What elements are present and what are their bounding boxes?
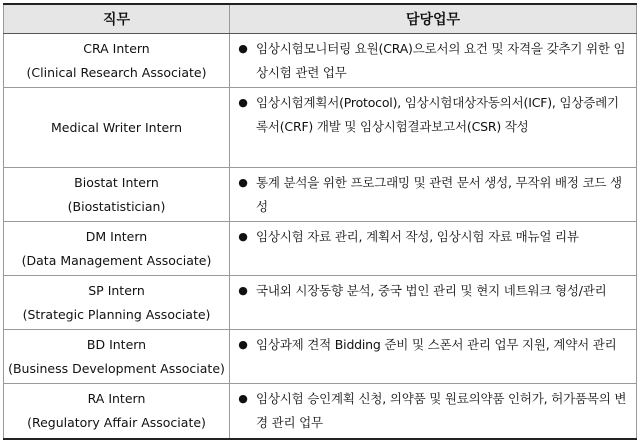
role-cell	[4, 168, 230, 222]
duty-text: 국내외 시장동향 분석, 중국 법인 관리 및 현지 네트워크 형성/관리	[256, 283, 607, 298]
job-duties-table	[3, 3, 637, 440]
bullet-icon: ●	[238, 338, 248, 351]
role-subtitle: (Strategic Planning Associate)	[22, 306, 211, 322]
duty-cell	[230, 384, 637, 439]
table-row	[4, 88, 637, 168]
role-title: Biostat Intern	[74, 174, 159, 190]
role-subtitle: (Data Management Associate)	[21, 252, 212, 268]
bullet-icon: ●	[238, 176, 248, 189]
duty-text: 임상시험계획서(Protocol), 임상시험대상자동의서(ICF), 임상증례기록서(CRF) 개발 및 임상시험결과보고서(CSR) 작성	[256, 95, 619, 134]
bullet-icon: ●	[238, 284, 248, 297]
role-cell	[4, 222, 230, 276]
bullet-icon: ●	[238, 392, 248, 405]
role-subtitle: (Regulatory Affair Associate)	[27, 414, 206, 430]
bullet-icon: ●	[238, 42, 248, 55]
duty-text: 임상시험모니터링 요원(CRA)으로서의 요건 및 자격을 갖추기 위한 임상시험 관련 업무	[256, 41, 626, 80]
role-title: BD Intern	[86, 336, 147, 352]
role-cell	[4, 276, 230, 330]
table-row	[4, 34, 637, 88]
role-title: Medical Writer Intern	[50, 119, 183, 135]
duty-cell	[230, 222, 637, 276]
table-row	[4, 384, 637, 439]
role-cell	[4, 384, 230, 439]
duty-cell	[230, 330, 637, 384]
duty-text: 임상과제 견적 Bidding 준비 및 스폰서 관리 업무 지원, 계약서 관리	[256, 337, 617, 352]
table-row	[4, 276, 637, 330]
duty-text: 임상시험 승인계획 신청, 의약품 및 원료의약품 인허가, 허가품목의 변경 관리 업무	[256, 391, 627, 430]
duty-cell	[230, 88, 637, 168]
role-title: DM Intern	[85, 228, 148, 244]
job-duties-table-container	[3, 3, 636, 440]
duty-text: 통계 분석을 위한 프로그래밍 및 관련 문서 생성, 무작위 배정 코드 생성	[256, 175, 622, 214]
header-row	[4, 4, 637, 34]
table-row	[4, 168, 637, 222]
role-subtitle: (Biostatistician)	[67, 198, 166, 214]
role-subtitle: (Business Development Associate)	[8, 360, 225, 376]
role-cell	[4, 88, 230, 168]
role-title: SP Intern	[88, 282, 145, 298]
duty-cell	[230, 34, 637, 88]
bullet-icon: ●	[238, 230, 248, 243]
duty-cell	[230, 168, 637, 222]
role-cell	[4, 330, 230, 384]
duty-cell	[230, 276, 637, 330]
role-subtitle: (Clinical Research Associate)	[26, 64, 207, 80]
header-role: 직무	[4, 4, 230, 34]
table-row	[4, 330, 637, 384]
bullet-icon: ●	[238, 96, 248, 109]
table-row	[4, 222, 637, 276]
role-title: RA Intern	[87, 390, 146, 406]
header-duty: 담당업무	[230, 4, 637, 34]
role-cell	[4, 34, 230, 88]
role-title: CRA Intern	[83, 40, 150, 56]
duty-text: 임상시험 자료 관리, 계획서 작성, 임상시험 자료 매뉴얼 리뷰	[256, 229, 579, 244]
